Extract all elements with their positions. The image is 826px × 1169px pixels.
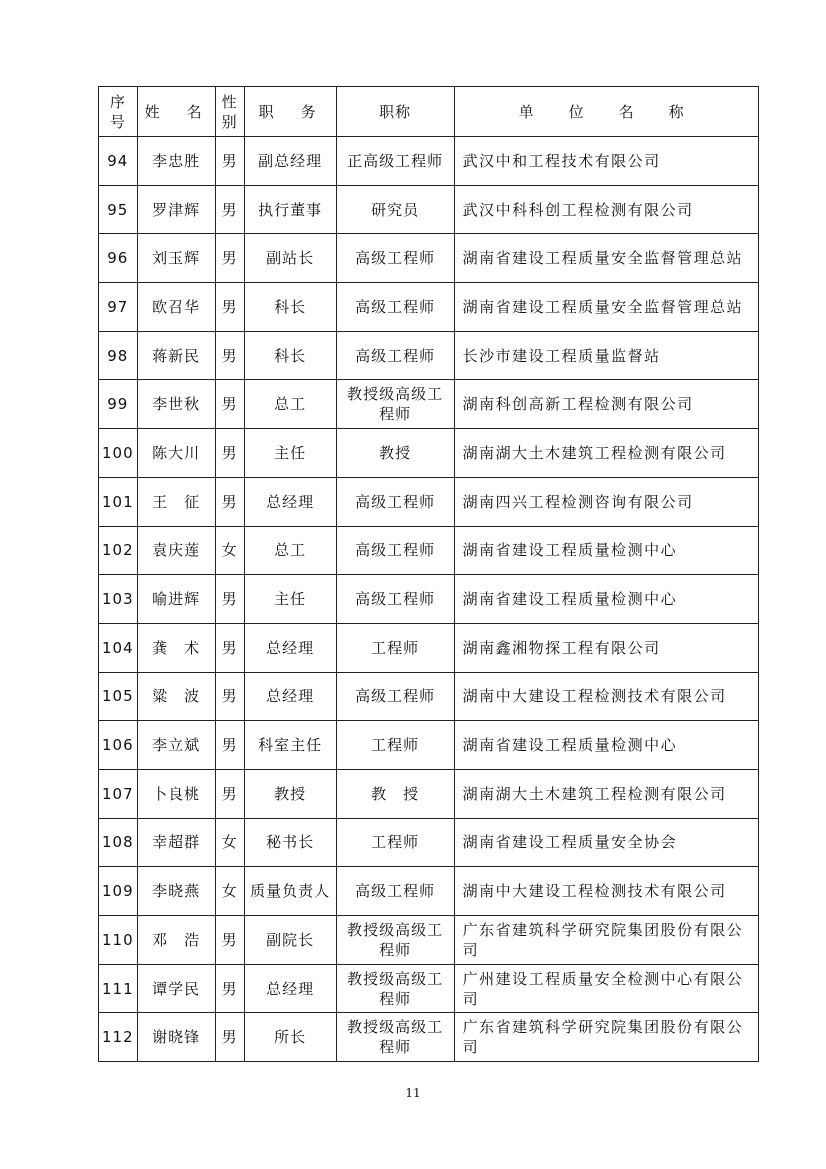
table-row bbox=[99, 672, 759, 721]
cell-gender: 男 bbox=[215, 623, 244, 672]
table-row bbox=[99, 380, 759, 429]
cell-org: 湖南省建设工程质量检测中心 bbox=[454, 575, 758, 624]
cell-seq: 98 bbox=[99, 331, 138, 380]
cell-org: 武汉中科科创工程检测有限公司 bbox=[454, 185, 758, 234]
table-body bbox=[99, 137, 759, 1062]
table-row bbox=[99, 526, 759, 575]
cell-position: 科室主任 bbox=[244, 721, 336, 770]
cell-gender: 男 bbox=[215, 964, 244, 1013]
cell-title: 高级工程师 bbox=[336, 526, 454, 575]
cell-title: 高级工程师 bbox=[336, 575, 454, 624]
cell-org: 湖南省建设工程质量安全监督管理总站 bbox=[454, 234, 758, 283]
cell-title: 高级工程师 bbox=[336, 331, 454, 380]
table-row bbox=[99, 331, 759, 380]
cell-seq: 105 bbox=[99, 672, 138, 721]
cell-gender: 男 bbox=[215, 672, 244, 721]
cell-org: 湖南鑫湘物探工程有限公司 bbox=[454, 623, 758, 672]
cell-seq: 109 bbox=[99, 867, 138, 916]
table-row bbox=[99, 477, 759, 526]
cell-name: 谢晓锋 bbox=[137, 1013, 215, 1062]
cell-position: 总工 bbox=[244, 380, 336, 429]
cell-position: 秘书长 bbox=[244, 818, 336, 867]
cell-seq: 112 bbox=[99, 1013, 138, 1062]
cell-gender: 男 bbox=[215, 137, 244, 186]
cell-seq: 110 bbox=[99, 916, 138, 965]
cell-gender: 男 bbox=[215, 234, 244, 283]
cell-position: 总经理 bbox=[244, 964, 336, 1013]
cell-org: 湖南省建设工程质量安全监督管理总站 bbox=[454, 283, 758, 332]
cell-gender: 男 bbox=[215, 283, 244, 332]
cell-name: 蒋新民 bbox=[137, 331, 215, 380]
cell-org: 湖南湖大土木建筑工程检测有限公司 bbox=[454, 429, 758, 478]
cell-gender: 男 bbox=[215, 769, 244, 818]
cell-position: 质量负责人 bbox=[244, 867, 336, 916]
cell-seq: 107 bbox=[99, 769, 138, 818]
cell-seq: 99 bbox=[99, 380, 138, 429]
cell-seq: 101 bbox=[99, 477, 138, 526]
table-row bbox=[99, 867, 759, 916]
cell-gender: 女 bbox=[215, 818, 244, 867]
cell-seq: 97 bbox=[99, 283, 138, 332]
cell-org: 广东省建筑科学研究院集团股份有限公司 bbox=[454, 1013, 758, 1062]
cell-gender: 男 bbox=[215, 429, 244, 478]
table-row bbox=[99, 575, 759, 624]
cell-position: 主任 bbox=[244, 575, 336, 624]
cell-org: 湖南四兴工程检测咨询有限公司 bbox=[454, 477, 758, 526]
cell-name: 邓 浩 bbox=[137, 916, 215, 965]
cell-seq: 94 bbox=[99, 137, 138, 186]
header-seq bbox=[99, 87, 138, 137]
cell-position: 科长 bbox=[244, 283, 336, 332]
cell-seq: 106 bbox=[99, 721, 138, 770]
table-row bbox=[99, 623, 759, 672]
cell-org: 湖南省建设工程质量检测中心 bbox=[454, 721, 758, 770]
table-row bbox=[99, 818, 759, 867]
header-gender-text: 性别 bbox=[221, 92, 238, 131]
header-name: 姓 名 bbox=[137, 87, 215, 137]
cell-title: 教授级高级工程师 bbox=[336, 1013, 454, 1062]
cell-name: 龚 术 bbox=[137, 623, 215, 672]
cell-org: 广州建设工程质量安全检测中心有限公司 bbox=[454, 964, 758, 1013]
cell-title: 高级工程师 bbox=[336, 867, 454, 916]
cell-name: 王 征 bbox=[137, 477, 215, 526]
cell-position: 副站长 bbox=[244, 234, 336, 283]
cell-gender: 男 bbox=[215, 575, 244, 624]
cell-name: 陈大川 bbox=[137, 429, 215, 478]
cell-name: 袁庆莲 bbox=[137, 526, 215, 575]
cell-title: 高级工程师 bbox=[336, 672, 454, 721]
cell-title: 高级工程师 bbox=[336, 283, 454, 332]
cell-seq: 103 bbox=[99, 575, 138, 624]
table-row bbox=[99, 916, 759, 965]
cell-gender: 男 bbox=[215, 380, 244, 429]
table-row bbox=[99, 1013, 759, 1062]
header-seq-text: 序号 bbox=[109, 92, 126, 131]
cell-position: 总工 bbox=[244, 526, 336, 575]
cell-name: 罗津辉 bbox=[137, 185, 215, 234]
cell-org: 长沙市建设工程质量监督站 bbox=[454, 331, 758, 380]
cell-title: 高级工程师 bbox=[336, 234, 454, 283]
cell-org: 湖南科创高新工程检测有限公司 bbox=[454, 380, 758, 429]
cell-gender: 女 bbox=[215, 867, 244, 916]
cell-position: 执行董事 bbox=[244, 185, 336, 234]
cell-name: 李忠胜 bbox=[137, 137, 215, 186]
cell-gender: 男 bbox=[215, 916, 244, 965]
table-row bbox=[99, 185, 759, 234]
header-org: 单 位 名 称 bbox=[454, 87, 758, 137]
table-header-row bbox=[99, 87, 759, 137]
cell-seq: 111 bbox=[99, 964, 138, 1013]
table-row bbox=[99, 137, 759, 186]
cell-position: 副院长 bbox=[244, 916, 336, 965]
cell-title: 正高级工程师 bbox=[336, 137, 454, 186]
cell-org: 湖南省建设工程质量检测中心 bbox=[454, 526, 758, 575]
cell-seq: 108 bbox=[99, 818, 138, 867]
page-number: 11 bbox=[405, 1086, 421, 1100]
cell-title: 教 授 bbox=[336, 769, 454, 818]
cell-gender: 男 bbox=[215, 477, 244, 526]
cell-title: 教授 bbox=[336, 429, 454, 478]
cell-org: 湖南中大建设工程检测技术有限公司 bbox=[454, 672, 758, 721]
cell-name: 谭学民 bbox=[137, 964, 215, 1013]
cell-position: 总经理 bbox=[244, 672, 336, 721]
cell-position: 教授 bbox=[244, 769, 336, 818]
table-row bbox=[99, 721, 759, 770]
cell-title: 研究员 bbox=[336, 185, 454, 234]
cell-title: 教授级高级工程师 bbox=[336, 380, 454, 429]
cell-position: 主任 bbox=[244, 429, 336, 478]
cell-seq: 102 bbox=[99, 526, 138, 575]
cell-name: 欧召华 bbox=[137, 283, 215, 332]
table-row bbox=[99, 283, 759, 332]
cell-gender: 男 bbox=[215, 185, 244, 234]
cell-gender: 男 bbox=[215, 331, 244, 380]
cell-name: 刘玉辉 bbox=[137, 234, 215, 283]
cell-gender: 女 bbox=[215, 526, 244, 575]
cell-title: 教授级高级工程师 bbox=[336, 964, 454, 1013]
cell-seq: 95 bbox=[99, 185, 138, 234]
cell-position: 总经理 bbox=[244, 477, 336, 526]
cell-name: 李立斌 bbox=[137, 721, 215, 770]
cell-position: 所长 bbox=[244, 1013, 336, 1062]
header-gender bbox=[215, 87, 244, 137]
cell-name: 李晓燕 bbox=[137, 867, 215, 916]
cell-position: 副总经理 bbox=[244, 137, 336, 186]
cell-org: 湖南湖大土木建筑工程检测有限公司 bbox=[454, 769, 758, 818]
cell-org: 湖南省建设工程质量安全协会 bbox=[454, 818, 758, 867]
cell-position: 科长 bbox=[244, 331, 336, 380]
table-row bbox=[99, 964, 759, 1013]
cell-name: 喻进辉 bbox=[137, 575, 215, 624]
header-title: 职称 bbox=[336, 87, 454, 137]
cell-gender: 男 bbox=[215, 721, 244, 770]
cell-org: 湖南中大建设工程检测技术有限公司 bbox=[454, 867, 758, 916]
cell-title: 高级工程师 bbox=[336, 477, 454, 526]
cell-seq: 96 bbox=[99, 234, 138, 283]
cell-name: 幸超群 bbox=[137, 818, 215, 867]
personnel-table bbox=[98, 86, 759, 1062]
cell-position: 总经理 bbox=[244, 623, 336, 672]
cell-title: 工程师 bbox=[336, 623, 454, 672]
cell-name: 李世秋 bbox=[137, 380, 215, 429]
cell-title: 教授级高级工程师 bbox=[336, 916, 454, 965]
table-row bbox=[99, 234, 759, 283]
cell-org: 武汉中和工程技术有限公司 bbox=[454, 137, 758, 186]
table-row bbox=[99, 429, 759, 478]
cell-seq: 100 bbox=[99, 429, 138, 478]
cell-gender: 男 bbox=[215, 1013, 244, 1062]
cell-title: 工程师 bbox=[336, 818, 454, 867]
cell-title: 工程师 bbox=[336, 721, 454, 770]
header-position: 职 务 bbox=[244, 87, 336, 137]
table-row bbox=[99, 769, 759, 818]
cell-org: 广东省建筑科学研究院集团股份有限公司 bbox=[454, 916, 758, 965]
cell-name: 粱 波 bbox=[137, 672, 215, 721]
cell-name: 卜良桃 bbox=[137, 769, 215, 818]
cell-seq: 104 bbox=[99, 623, 138, 672]
